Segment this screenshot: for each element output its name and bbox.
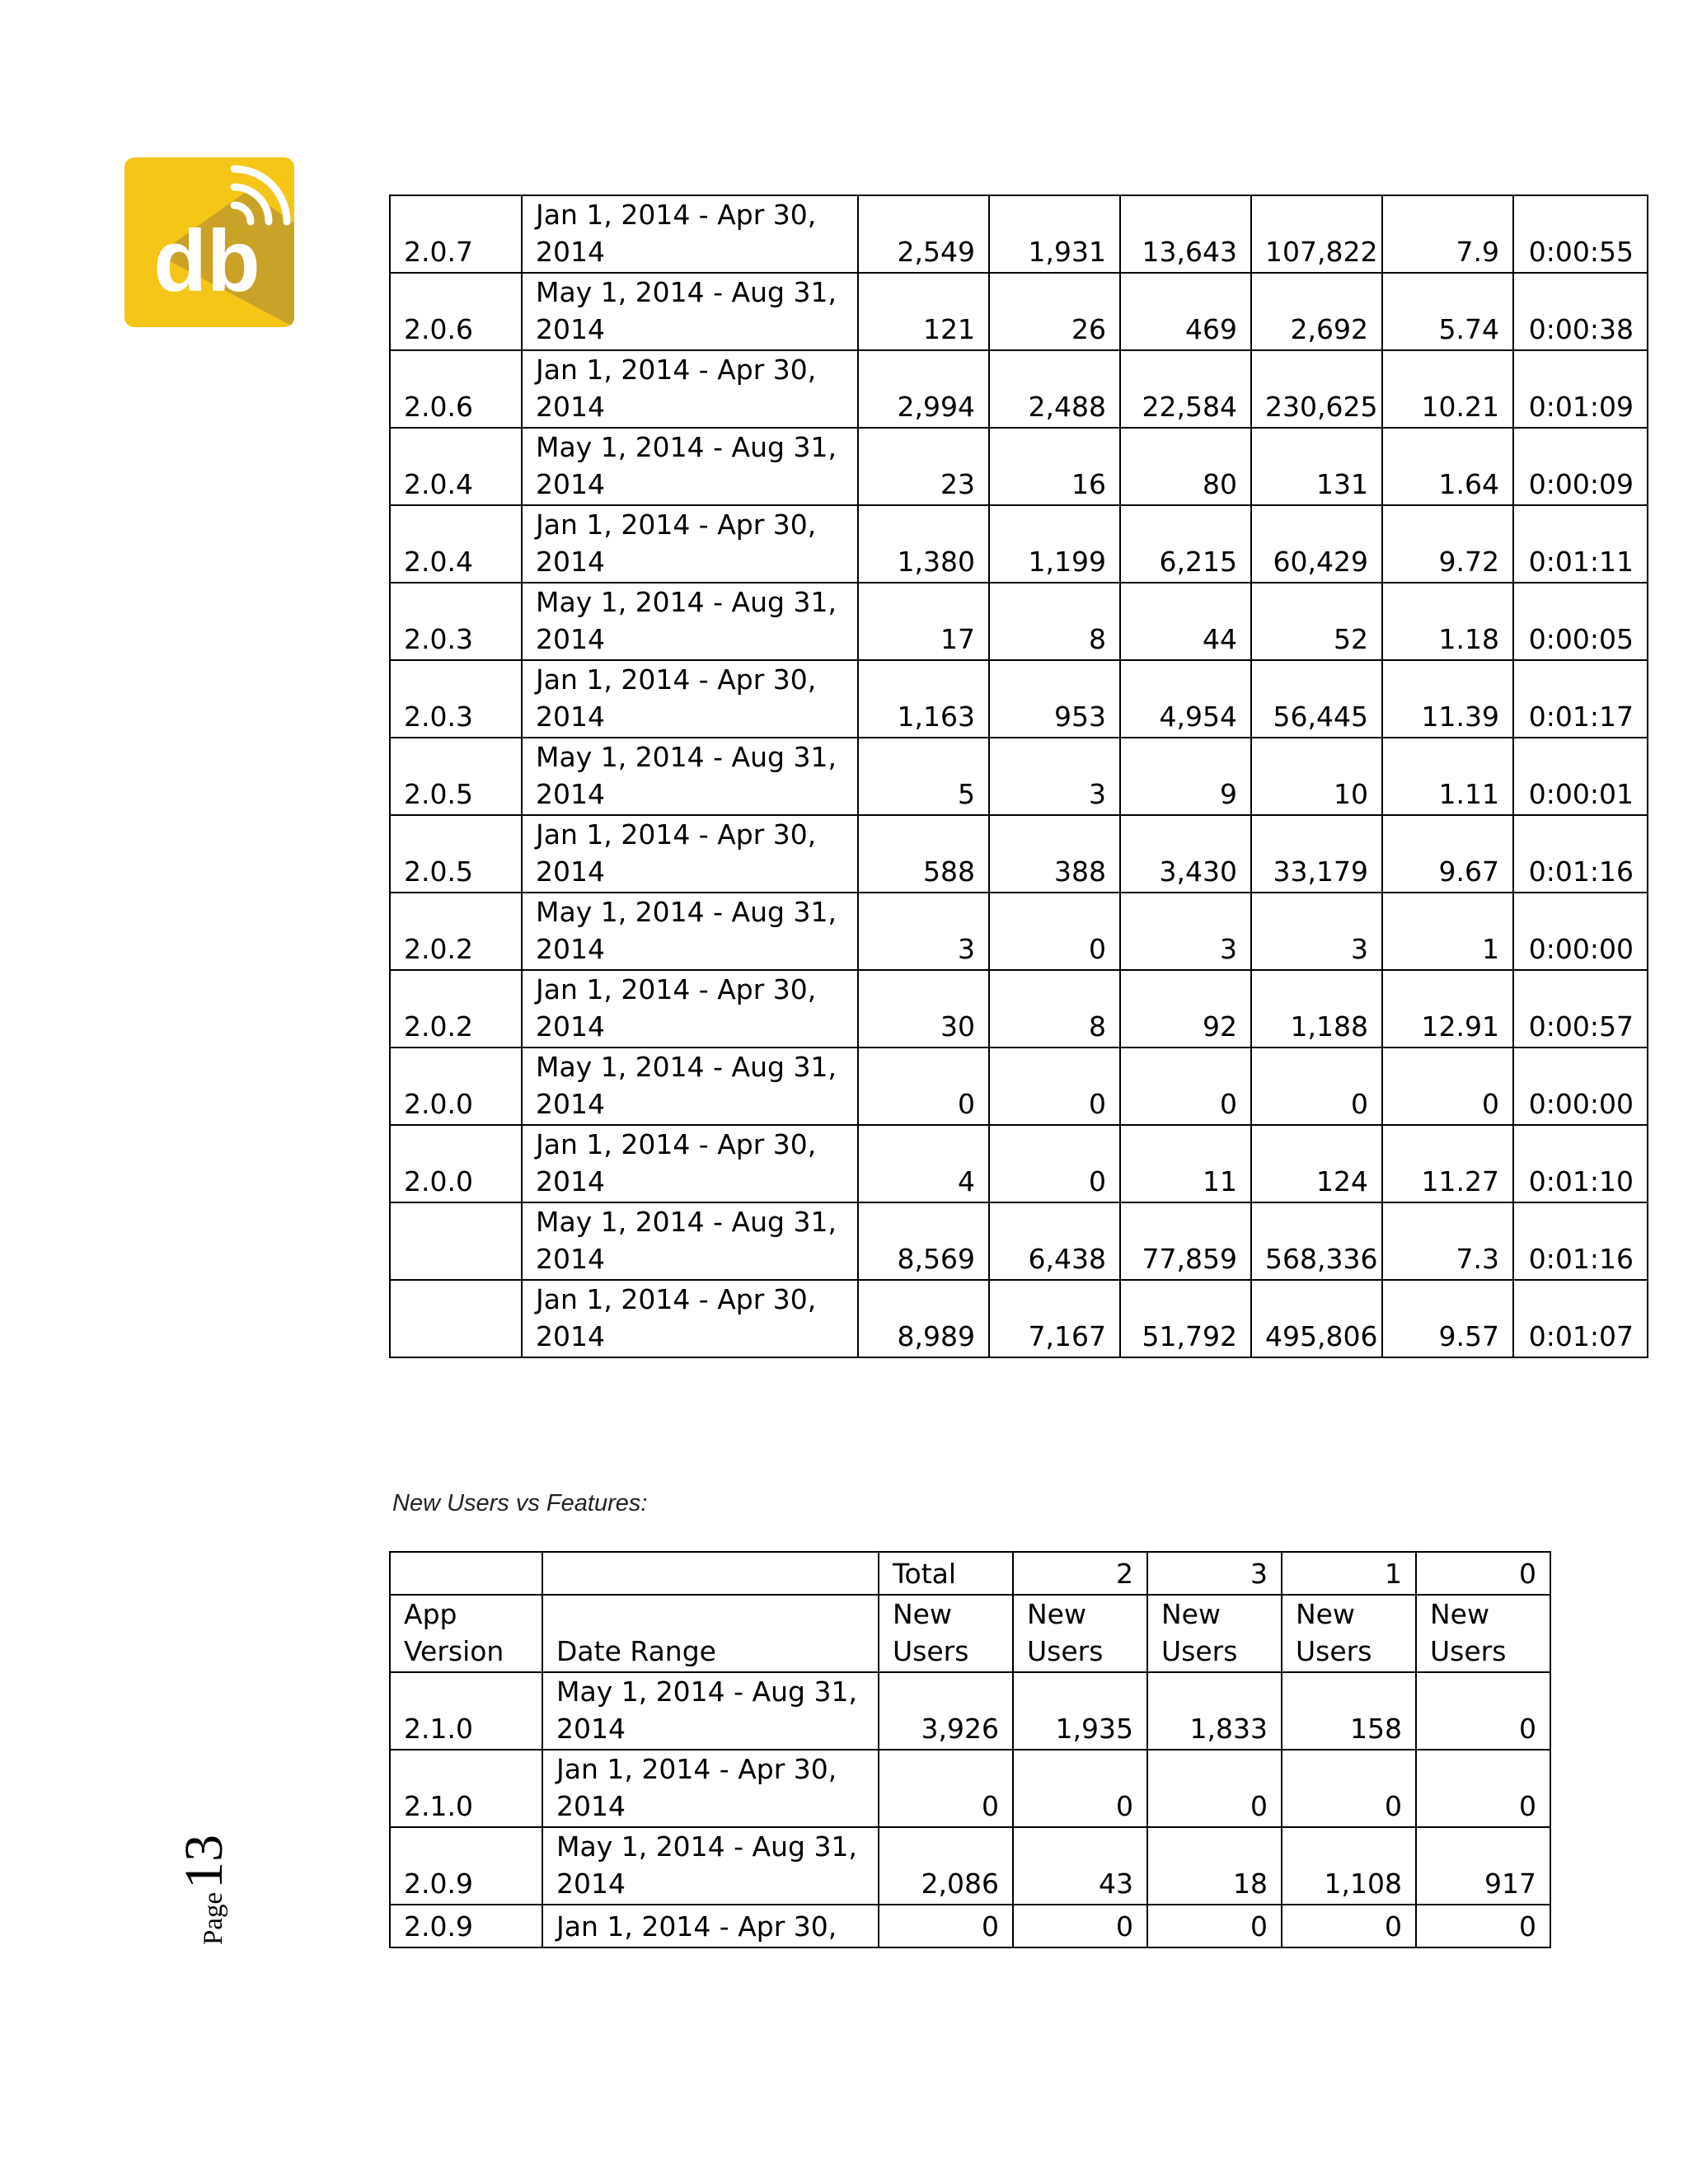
- date-range-cell: May 1, 2014 - Aug 31, 2014: [522, 1047, 858, 1125]
- table-row: [390, 738, 1648, 815]
- value-cell: 10: [1251, 738, 1382, 815]
- value-cell: 2,549: [858, 195, 989, 273]
- app-logo: [124, 157, 294, 327]
- value-cell: 9.57: [1382, 1280, 1513, 1357]
- features-table-body: [390, 1552, 1550, 1947]
- version-cell: 2.0.5: [390, 815, 522, 893]
- table-row: [390, 1280, 1648, 1357]
- value-cell: 11: [1120, 1125, 1251, 1202]
- value-cell: 60,429: [1251, 505, 1382, 583]
- value-cell: 1.11: [1382, 738, 1513, 815]
- date-range-cell: May 1, 2014 - Aug 31, 2014: [542, 1827, 879, 1905]
- table-row: [390, 1672, 1550, 1750]
- value-cell: 12.91: [1382, 970, 1513, 1047]
- value-cell: 17: [858, 583, 989, 660]
- value-cell: 0:01:16: [1513, 1202, 1648, 1280]
- value-cell: 0: [1013, 1905, 1147, 1947]
- table-row: [390, 350, 1648, 428]
- value-cell: 1,380: [858, 505, 989, 583]
- date-range-cell: May 1, 2014 - Aug 31, 2014: [522, 583, 858, 660]
- header-cell-feature: 0: [1416, 1552, 1550, 1595]
- value-cell: 0:00:09: [1513, 428, 1648, 505]
- value-cell: 0: [1120, 1047, 1251, 1125]
- value-cell: 1,188: [1251, 970, 1382, 1047]
- value-cell: 11.39: [1382, 660, 1513, 738]
- header-cell-new-users: New Users: [1013, 1595, 1147, 1672]
- value-cell: 0:00:05: [1513, 583, 1648, 660]
- value-cell: 43: [1013, 1827, 1147, 1905]
- table-row: [390, 1750, 1550, 1827]
- version-cell: 2.0.9: [390, 1827, 542, 1905]
- value-cell: 0: [1382, 1047, 1513, 1125]
- header-cell-total: Total: [879, 1552, 1013, 1595]
- value-cell: 6,438: [989, 1202, 1120, 1280]
- date-range-cell: Jan 1, 2014 - Apr 30, 2014: [522, 1125, 858, 1202]
- version-cell: 2.0.0: [390, 1047, 522, 1125]
- value-cell: 18: [1147, 1827, 1282, 1905]
- header-cell-feature: 1: [1282, 1552, 1416, 1595]
- table-row: [390, 1202, 1648, 1280]
- value-cell: 121: [858, 273, 989, 350]
- value-cell: 3: [858, 893, 989, 970]
- value-cell: 0: [1147, 1750, 1282, 1827]
- value-cell: 44: [1120, 583, 1251, 660]
- value-cell: 3: [989, 738, 1120, 815]
- date-range-cell: Jan 1, 2014 - Apr 30, 2014: [522, 350, 858, 428]
- value-cell: 4,954: [1120, 660, 1251, 738]
- value-cell: 3,926: [879, 1672, 1013, 1750]
- value-cell: 469: [1120, 273, 1251, 350]
- value-cell: 0: [1416, 1905, 1550, 1947]
- date-range-cell: Jan 1, 2014 - Apr 30,: [542, 1905, 879, 1947]
- usage-table-body: [390, 195, 1648, 1357]
- date-range-cell: Jan 1, 2014 - Apr 30, 2014: [522, 970, 858, 1047]
- version-cell: 2.0.2: [390, 893, 522, 970]
- table-row: [390, 660, 1648, 738]
- date-range-cell: Jan 1, 2014 - Apr 30, 2014: [522, 660, 858, 738]
- value-cell: 92: [1120, 970, 1251, 1047]
- value-cell: 0:01:07: [1513, 1280, 1648, 1357]
- date-range-cell: May 1, 2014 - Aug 31, 2014: [542, 1672, 879, 1750]
- features-section-title: New Users vs Features:: [392, 1490, 648, 1516]
- table-row: [390, 1047, 1648, 1125]
- value-cell: 124: [1251, 1125, 1382, 1202]
- value-cell: 0: [1282, 1905, 1416, 1947]
- value-cell: 80: [1120, 428, 1251, 505]
- date-range-cell: May 1, 2014 - Aug 31, 2014: [522, 1202, 858, 1280]
- value-cell: 10.21: [1382, 350, 1513, 428]
- value-cell: 0:00:38: [1513, 273, 1648, 350]
- value-cell: 917: [1416, 1827, 1550, 1905]
- value-cell: 52: [1251, 583, 1382, 660]
- value-cell: 0: [1282, 1750, 1416, 1827]
- value-cell: 6,215: [1120, 505, 1251, 583]
- value-cell: 8,989: [858, 1280, 989, 1357]
- value-cell: 0: [858, 1047, 989, 1125]
- value-cell: 0:00:01: [1513, 738, 1648, 815]
- date-range-cell: May 1, 2014 - Aug 31, 2014: [522, 273, 858, 350]
- value-cell: 158: [1282, 1672, 1416, 1750]
- header-cell-feature: 2: [1013, 1552, 1147, 1595]
- value-cell: 0: [989, 1125, 1120, 1202]
- table-row: [390, 1125, 1648, 1202]
- version-cell: 2.0.7: [390, 195, 522, 273]
- table-row: [390, 815, 1648, 893]
- version-cell: 2.1.0: [390, 1672, 542, 1750]
- value-cell: 16: [989, 428, 1120, 505]
- value-cell: 0:01:11: [1513, 505, 1648, 583]
- value-cell: 230,625: [1251, 350, 1382, 428]
- value-cell: 7.3: [1382, 1202, 1513, 1280]
- header-cell-new-users: New Users: [1416, 1595, 1550, 1672]
- value-cell: 495,806: [1251, 1280, 1382, 1357]
- version-cell: 2.1.0: [390, 1750, 542, 1827]
- header-cell-feature: 3: [1147, 1552, 1282, 1595]
- db-wifi-logo-icon: [124, 157, 294, 327]
- value-cell: 0: [1416, 1750, 1550, 1827]
- value-cell: 2,994: [858, 350, 989, 428]
- value-cell: 7,167: [989, 1280, 1120, 1357]
- value-cell: 23: [858, 428, 989, 505]
- value-cell: 9.72: [1382, 505, 1513, 583]
- table-row: [390, 195, 1648, 273]
- value-cell: 9.67: [1382, 815, 1513, 893]
- value-cell: 0:00:57: [1513, 970, 1648, 1047]
- value-cell: 1.18: [1382, 583, 1513, 660]
- value-cell: 953: [989, 660, 1120, 738]
- value-cell: 22,584: [1120, 350, 1251, 428]
- value-cell: 1,163: [858, 660, 989, 738]
- value-cell: 0:00:55: [1513, 195, 1648, 273]
- date-range-cell: Jan 1, 2014 - Apr 30, 2014: [522, 505, 858, 583]
- value-cell: 568,336: [1251, 1202, 1382, 1280]
- value-cell: 2,488: [989, 350, 1120, 428]
- value-cell: 1,935: [1013, 1672, 1147, 1750]
- value-cell: 588: [858, 815, 989, 893]
- value-cell: 9: [1120, 738, 1251, 815]
- value-cell: 0: [1147, 1905, 1282, 1947]
- date-range-cell: Jan 1, 2014 - Apr 30, 2014: [522, 1280, 858, 1357]
- header-cell: [390, 1552, 542, 1595]
- value-cell: 0:00:00: [1513, 893, 1648, 970]
- value-cell: 77,859: [1120, 1202, 1251, 1280]
- new-users-features-table: [389, 1551, 1551, 1948]
- table-row: [390, 970, 1648, 1047]
- table-row: [390, 273, 1648, 350]
- usage-stats-table: [389, 194, 1648, 1358]
- page-digits: 13: [174, 1834, 234, 1889]
- table-row: [390, 583, 1648, 660]
- version-cell: 2.0.0: [390, 1125, 522, 1202]
- value-cell: 51,792: [1120, 1280, 1251, 1357]
- value-cell: 107,822: [1251, 195, 1382, 273]
- value-cell: 8,569: [858, 1202, 989, 1280]
- version-cell: [390, 1202, 522, 1280]
- table-row: [390, 1905, 1550, 1947]
- value-cell: 3,430: [1120, 815, 1251, 893]
- value-cell: 1,833: [1147, 1672, 1282, 1750]
- page-label: Page: [199, 1891, 228, 1945]
- version-cell: 2.0.6: [390, 273, 522, 350]
- table-row: [390, 1827, 1550, 1905]
- value-cell: 0:01:10: [1513, 1125, 1648, 1202]
- value-cell: 13,643: [1120, 195, 1251, 273]
- version-cell: [390, 1280, 522, 1357]
- header-cell: [542, 1552, 879, 1595]
- date-range-cell: Jan 1, 2014 - Apr 30, 2014: [522, 195, 858, 273]
- value-cell: 1,108: [1282, 1827, 1416, 1905]
- value-cell: 0:01:09: [1513, 350, 1648, 428]
- value-cell: 0: [879, 1905, 1013, 1947]
- header-cell-new-users: New Users: [879, 1595, 1013, 1672]
- version-cell: 2.0.3: [390, 583, 522, 660]
- value-cell: 3: [1120, 893, 1251, 970]
- header-cell-new-users: New Users: [1282, 1595, 1416, 1672]
- value-cell: 26: [989, 273, 1120, 350]
- value-cell: 0: [879, 1750, 1013, 1827]
- value-cell: 5.74: [1382, 273, 1513, 350]
- value-cell: 1,199: [989, 505, 1120, 583]
- table-row: [390, 428, 1648, 505]
- version-cell: 2.0.3: [390, 660, 522, 738]
- value-cell: 11.27: [1382, 1125, 1513, 1202]
- value-cell: 0: [1251, 1047, 1382, 1125]
- value-cell: 8: [989, 583, 1120, 660]
- header-cell-new-users: New Users: [1147, 1595, 1282, 1672]
- value-cell: 1,931: [989, 195, 1120, 273]
- table-top-header-row: [390, 1552, 1550, 1595]
- header-cell-date-range: Date Range: [542, 1595, 879, 1672]
- value-cell: 4: [858, 1125, 989, 1202]
- date-range-cell: May 1, 2014 - Aug 31, 2014: [522, 428, 858, 505]
- date-range-cell: May 1, 2014 - Aug 31, 2014: [522, 738, 858, 815]
- value-cell: 7.9: [1382, 195, 1513, 273]
- value-cell: 8: [989, 970, 1120, 1047]
- value-cell: 30: [858, 970, 989, 1047]
- date-range-cell: Jan 1, 2014 - Apr 30, 2014: [542, 1750, 879, 1827]
- value-cell: 0: [1416, 1672, 1550, 1750]
- value-cell: 0: [989, 893, 1120, 970]
- value-cell: 33,179: [1251, 815, 1382, 893]
- value-cell: 5: [858, 738, 989, 815]
- table-row: [390, 505, 1648, 583]
- value-cell: 3: [1251, 893, 1382, 970]
- date-range-cell: Jan 1, 2014 - Apr 30, 2014: [522, 815, 858, 893]
- version-cell: 2.0.4: [390, 428, 522, 505]
- value-cell: 1: [1382, 893, 1513, 970]
- date-range-cell: May 1, 2014 - Aug 31, 2014: [522, 893, 858, 970]
- header-cell-app-version: App Version: [390, 1595, 542, 1672]
- value-cell: 0:01:16: [1513, 815, 1648, 893]
- table-row: [390, 893, 1648, 970]
- value-cell: 0: [1013, 1750, 1147, 1827]
- table-header-row: [390, 1595, 1550, 1672]
- value-cell: 131: [1251, 428, 1382, 505]
- version-cell: 2.0.4: [390, 505, 522, 583]
- value-cell: 0:01:17: [1513, 660, 1648, 738]
- value-cell: 1.64: [1382, 428, 1513, 505]
- value-cell: 0: [989, 1047, 1120, 1125]
- logo-text: db: [153, 213, 260, 310]
- value-cell: 0:00:00: [1513, 1047, 1648, 1125]
- version-cell: 2.0.9: [390, 1905, 542, 1947]
- version-cell: 2.0.6: [390, 350, 522, 428]
- value-cell: 2,692: [1251, 273, 1382, 350]
- version-cell: 2.0.2: [390, 970, 522, 1047]
- value-cell: 2,086: [879, 1827, 1013, 1905]
- version-cell: 2.0.5: [390, 738, 522, 815]
- value-cell: 56,445: [1251, 660, 1382, 738]
- value-cell: 388: [989, 815, 1120, 893]
